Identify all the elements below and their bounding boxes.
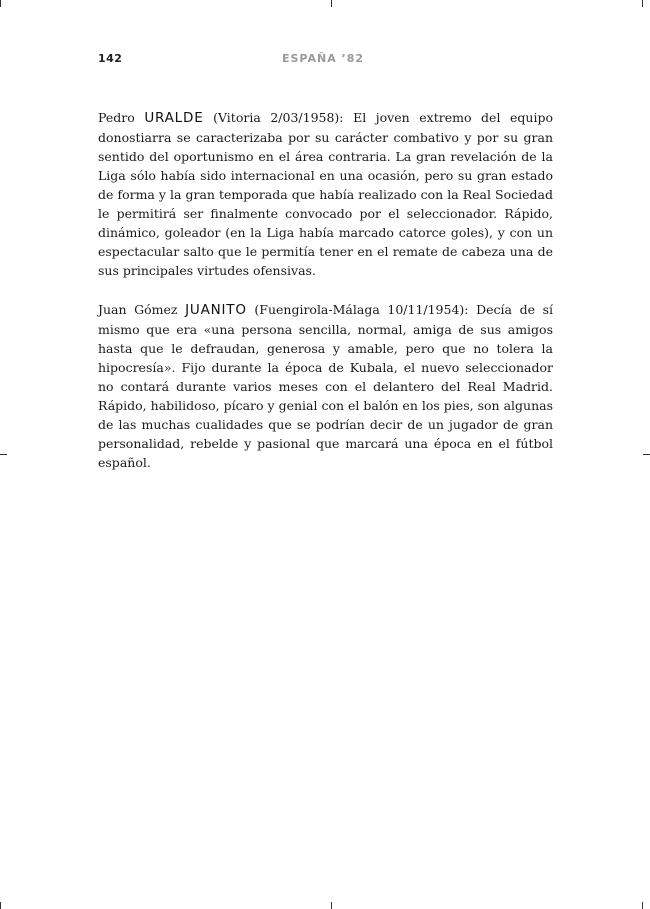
paragraph-juanito (98, 300, 553, 472)
player-description: (Fuengirola-Málaga 10/11/1954): Decía de sí mismo que era «una persona sencilla, normal, amiga de sus amigos hasta que le defraudan, generosa y amable, pero que no tolera la hipocresía». Fijo durante la época de Kubala, el nuevo seleccionador no contará durante varios meses con el delantero del Real Madrid. Rápido, habilidoso, pícaro y genial con el balón en los pies, son algunas de las muchas cualidades que se podrían decir de un jugador de gran personalidad, rebelde y pasional que marcará una época en el fútbol español. (98, 302, 553, 470)
paragraph-uralde (98, 108, 553, 280)
crop-mark (331, 0, 332, 7)
crop-mark (0, 0, 1, 7)
player-surname: URALDE (144, 110, 204, 126)
player-first-name: Juan Gómez (98, 302, 178, 317)
page-header (98, 52, 553, 68)
player-first-name: Pedro (98, 110, 135, 125)
player-description: (Vitoria 2/03/1958): El joven extremo del equipo donostiarra se caracterizaba por su carácter combativo y por su gran sentido del oportunismo en el área contraria. La gran revelación de la Liga sólo había sido internacional en una ocasión, pero su gran estado de forma y la gran temporada que había realizado con la Real Sociedad le permitirá ser finalmente convocado por el seleccionador. Rápido, dinámico, goleador (en la Liga había marcado catorce goles), y con un espectacular salto que le permitía tener en el remate de cabeza una de sus principales virtudes ofensivas. (98, 110, 553, 278)
crop-mark (643, 454, 650, 455)
crop-mark (0, 902, 1, 909)
crop-mark (642, 0, 643, 7)
crop-mark (331, 902, 332, 909)
player-surname: JUANITO (185, 302, 247, 318)
body-text (98, 108, 553, 492)
crop-mark (0, 454, 7, 455)
running-head: ESPAÑA ’82 (282, 52, 365, 65)
crop-mark (642, 902, 643, 909)
page-number: 142 (98, 52, 123, 65)
